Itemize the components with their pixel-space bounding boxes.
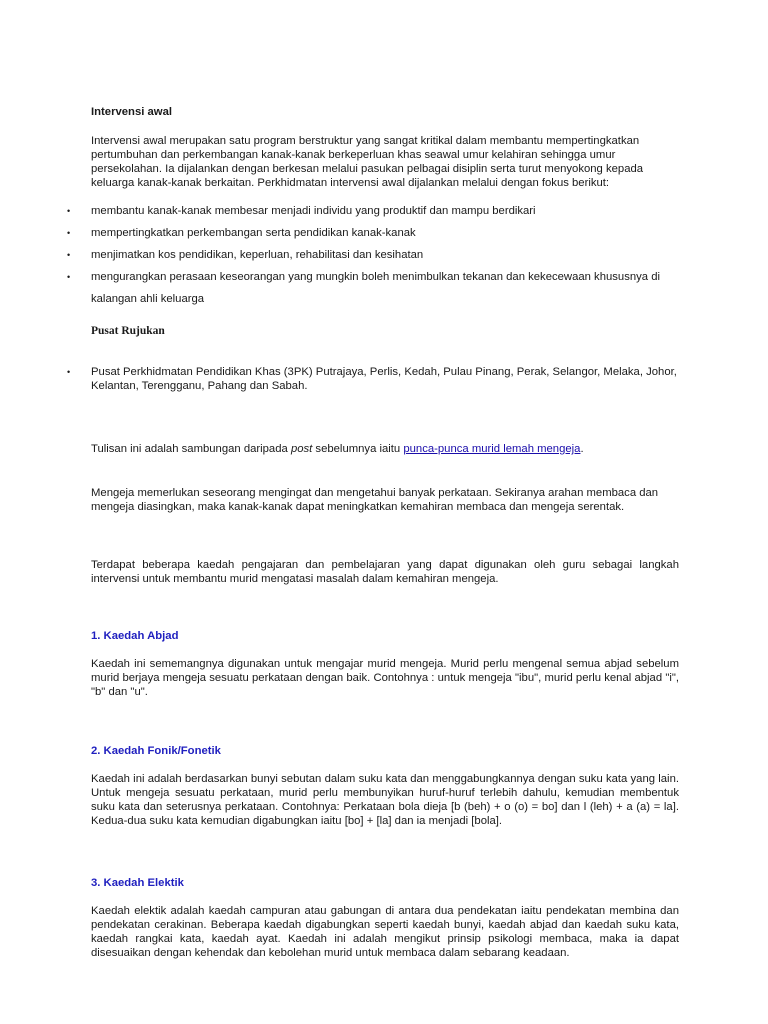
section-title-elektik: 3. Kaedah Elektik [91, 877, 184, 889]
section-body-elektik: Kaedah elektik adalah kaedah campuran atau gabungan di antara dua pendekatan iaitu pendekatan membina dan pendekatan cerakinan. Beberapa kaedah digabungkan seperti kaedah bunyi, kaedah abjad dan kaedah suku kata, kaedah rangkai kata, kaedah ayat. Kaedah ini adalah mengikut prinsip psikologi membaca, maka ia dapat disesuaikan dengan kehendak dan kebolehan murid untuk membaca dalam sebarang keadaan. [91, 905, 679, 959]
bullet-item: mengurangkan perasaan keseorangan yang mungkin boleh menimbulkan tekanan dan kekecewaan khususnya di kalangan ahli keluarga [91, 271, 660, 305]
bullet-marker: • [67, 228, 71, 238]
section-title-fonik: 2. Kaedah Fonik/Fonetik [91, 745, 221, 757]
bullet-marker: • [67, 206, 71, 216]
bullet-marker: • [67, 250, 71, 260]
rujukan-item: Pusat Perkhidmatan Pendidikan Khas (3PK) Putrajaya, Perlis, Kedah, Pulau Pinang, Perak, Selangor, Melaka, Johor, Kelantan, Terengganu, Pahang dan Sabah. [91, 366, 677, 392]
bullet-marker: • [67, 367, 71, 377]
section-body-abjad: Kaedah ini sememangnya digunakan untuk mengajar murid mengeja. Murid perlu mengenal semua abjad sebelum murid berjaya mengeja sesuatu perkataan dengan baik. Contohnya : untuk mengeja "ibu", murid perlu kenal abjad "i", "b" dan "u". [91, 658, 679, 698]
heading-intervensi-awal: Intervensi awal [91, 106, 172, 118]
continuation-paragraph: Tulisan ini adalah sambungan daripada post sebelumnya iaitu punca-punca murid lemah mengeja. [91, 443, 584, 455]
italic-post: post [290, 443, 313, 455]
bullet-item: mempertingkatkan perkembangan serta pendidikan kanak-kanak [91, 227, 416, 239]
bullet-item: membantu kanak-kanak membesar menjadi individu yang produktif dan mampu berdikari [91, 205, 536, 217]
previous-post-link[interactable]: punca-punca murid lemah mengeja [403, 443, 581, 455]
bullet-marker: • [67, 272, 71, 282]
section-body-fonik: Kaedah ini adalah berdasarkan bunyi sebutan dalam suku kata dan menggabungkannya dengan suku kata yang lain. Untuk mengeja sesuatu perkataan, murid perlu membunyikan huruf-huruf terlebih dahulu, kemudian membentuk suku kata dan seterusnya perkataan. Contohnya: Perkataan bola dieja [b (beh) + o (o) = bo] dan l (leh) + a (a) = la]. Kedua-dua suku kata kemudian digabungkan iaitu [bo] + [la] dan ia menjadi [bola]. [91, 773, 679, 827]
bullet-item: menjimatkan kos pendidikan, keperluan, rehabilitasi dan kesihatan [91, 249, 424, 261]
heading-pusat-rujukan: Pusat Rujukan [91, 325, 165, 337]
section-title-abjad: 1. Kaedah Abjad [91, 630, 179, 642]
intro-paragraph: Intervensi awal merupakan satu program berstruktur yang sangat kritikal dalam membantu mempertingkatkan pertumbuhan dan perkembangan kanak-kanak berkeperluan khas seawal umur kelahiran sehingga umur persekolahan. Ia dijalankan dengan berkesan melalui pasukan pelbagai disiplin serta turut menyokong kepada keluarga kanak-kanak berkaitan. Perkhidmatan intervensi awal dijalankan melalui dengan fokus berikut: [91, 135, 644, 189]
mengeja-paragraph: Mengeja memerlukan seseorang mengingat dan mengetahui banyak perkataan. Sekiranya arahan membaca dan mengeja diasingkan, maka kanak-kanak dapat meningkatkan kemahiran membaca dan mengeja serentak. [91, 487, 659, 513]
kaedah-paragraph: Terdapat beberapa kaedah pengajaran dan pembelajaran yang dapat digunakan oleh guru sebagai langkah intervensi untuk membantu murid mengatasi masalah dalam kemahiran mengeja. [91, 559, 679, 585]
